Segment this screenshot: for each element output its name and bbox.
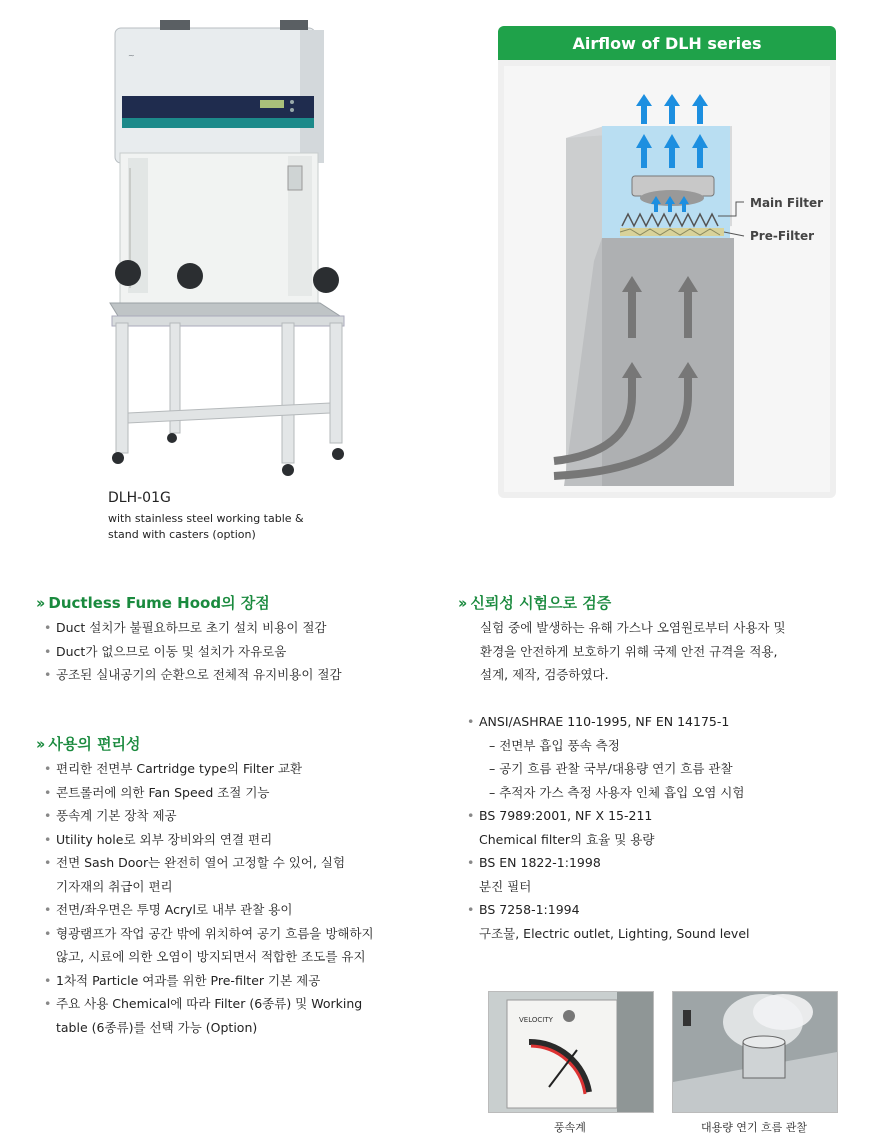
pre-filter-label: Pre-Filter: [750, 229, 815, 243]
standard-item: [467, 710, 867, 804]
list-item-text: 1차적 Particle 여과를 위한 Pre-filter 기본 제공: [56, 972, 321, 988]
standard-detail: Chemical filter의 효율 및 용량: [479, 831, 655, 847]
list-item: • 공조된 실내공기의 순환으로 전체적 유지비용이 절감: [44, 663, 424, 687]
list-item: [44, 828, 424, 852]
paragraph-line: 설계, 제작, 검증하였다.: [480, 667, 609, 682]
list-item-text-cont: 기자재의 취급이 편리: [56, 878, 173, 894]
standard-detail: – 전면부 흡입 풍속 측정: [489, 737, 620, 753]
standard-item: [467, 804, 867, 851]
smoke-test-caption: 대용량 연기 흐름 관찰: [700, 1121, 808, 1134]
standard-name: BS 7989:2001, NF X 15-211: [479, 808, 653, 823]
standard-item: [467, 898, 867, 945]
list-item-text: 풍속계 기본 장착 제공: [56, 808, 177, 823]
list-item-text: 편리한 전면부 Cartridge type의 Filter 교환: [56, 761, 303, 776]
airflow-svg: [504, 66, 830, 492]
standard-detail: – 공기 흐름 관찰 국부/대용량 연기 흐름 관찰: [489, 761, 733, 776]
svg-text:~: ~: [128, 51, 135, 60]
fume-hood-illustration: [100, 18, 360, 478]
list-item-text: 전면/좌우면은 투명 Acryl로 내부 관찰 용이: [56, 902, 293, 917]
list-item-text: • 주요 사용 Chemical에 따라 Filter (6종류) 및 Working: [56, 996, 363, 1011]
smoke-test-photo: [672, 991, 838, 1113]
paragraph-line: 실험 중에 발생하는 유해 가스나 오염원로부터 사용자 및: [480, 620, 786, 635]
list-item-text: Utility hole로 외부 장비와의 연결 편리: [56, 831, 273, 847]
reliability-title-text: 신뢰성 시험으로 검증: [470, 594, 612, 612]
list-item-text: • 전면 Sash Door는 완전히 열어 고정할 수 있어, 실험: [56, 855, 346, 870]
airflow-panel: [498, 26, 836, 498]
convenience-title: [36, 733, 141, 754]
advantages-title-text: Ductless Fume Hood의 장점: [48, 594, 270, 612]
list-item-text: • 형광램프가 작업 공간 밖에 위치하여 공기 흐름을 방해하지: [56, 925, 374, 941]
chevron-right-icon: ››: [36, 735, 43, 753]
product-model: DLH-01G: [108, 490, 171, 506]
advantages-list: [44, 616, 424, 687]
chevron-right-icon: ››: [36, 594, 43, 612]
list-item-text-cont: 않고, 시료에 의한 오염이 방지되면서 적합한 조도를 유지: [56, 949, 366, 964]
list-item-text-cont: table (6종류)를 선택 가능 (Option): [56, 1019, 258, 1035]
standards-list: [467, 710, 867, 945]
reliability-title: [458, 592, 611, 613]
list-item: [44, 922, 424, 969]
list-item: [44, 851, 424, 898]
list-item: [44, 992, 424, 1039]
reliability-paragraph: [480, 616, 860, 687]
list-item: [44, 969, 424, 993]
list-item: [44, 757, 424, 781]
standard-name: BS 7258-1:1994: [479, 902, 580, 917]
standard-detail: 분진 필터: [479, 878, 532, 894]
chevron-right-icon: ››: [458, 594, 465, 612]
airflow-title: Airflow of DLH series: [498, 26, 836, 60]
standard-item: [467, 851, 867, 898]
gauge-label: VELOCITY: [519, 1016, 553, 1024]
advantages-title: [36, 592, 270, 613]
velocity-gauge-illustration: [489, 992, 653, 1112]
list-item: [44, 804, 424, 828]
list-item-text: 콘트롤러에 의한 Fan Speed 조절 기능: [56, 784, 270, 800]
standard-detail: – 추적자 가스 측정 사용자 인체 흡입 오염 시험: [489, 784, 745, 800]
standard-detail: 구조물, Electric outlet, Lighting, Sound level: [479, 925, 750, 941]
velocity-gauge-caption: 풍속계: [554, 1121, 586, 1134]
list-item: [44, 781, 424, 805]
standard-name: ANSI/ASHRAE 110-1995, NF EN 14175-1: [479, 714, 730, 729]
list-item: [44, 898, 424, 922]
main-filter-label: Main Filter: [750, 196, 824, 210]
list-item: • Duct가 없으므로 이동 및 설치가 자유로움: [44, 640, 424, 664]
product-caption-line-1: with stainless steel working table &: [108, 512, 304, 525]
product-caption-line-2: stand with casters (option): [108, 528, 256, 541]
product-image: [100, 18, 360, 478]
smoke-test-illustration: [673, 992, 837, 1112]
paragraph-line: 환경을 안전하게 보호하기 위해 국제 안전 규격을 적용,: [480, 643, 778, 659]
standard-name: BS EN 1822-1:1998: [479, 855, 601, 870]
list-item: • Duct 설치가 불필요하므로 초기 설치 비용이 절감: [44, 616, 424, 640]
convenience-title-text: 사용의 편리성: [48, 735, 141, 753]
velocity-gauge-photo: [488, 991, 654, 1113]
convenience-list: [44, 757, 424, 1039]
airflow-diagram: [504, 66, 830, 492]
